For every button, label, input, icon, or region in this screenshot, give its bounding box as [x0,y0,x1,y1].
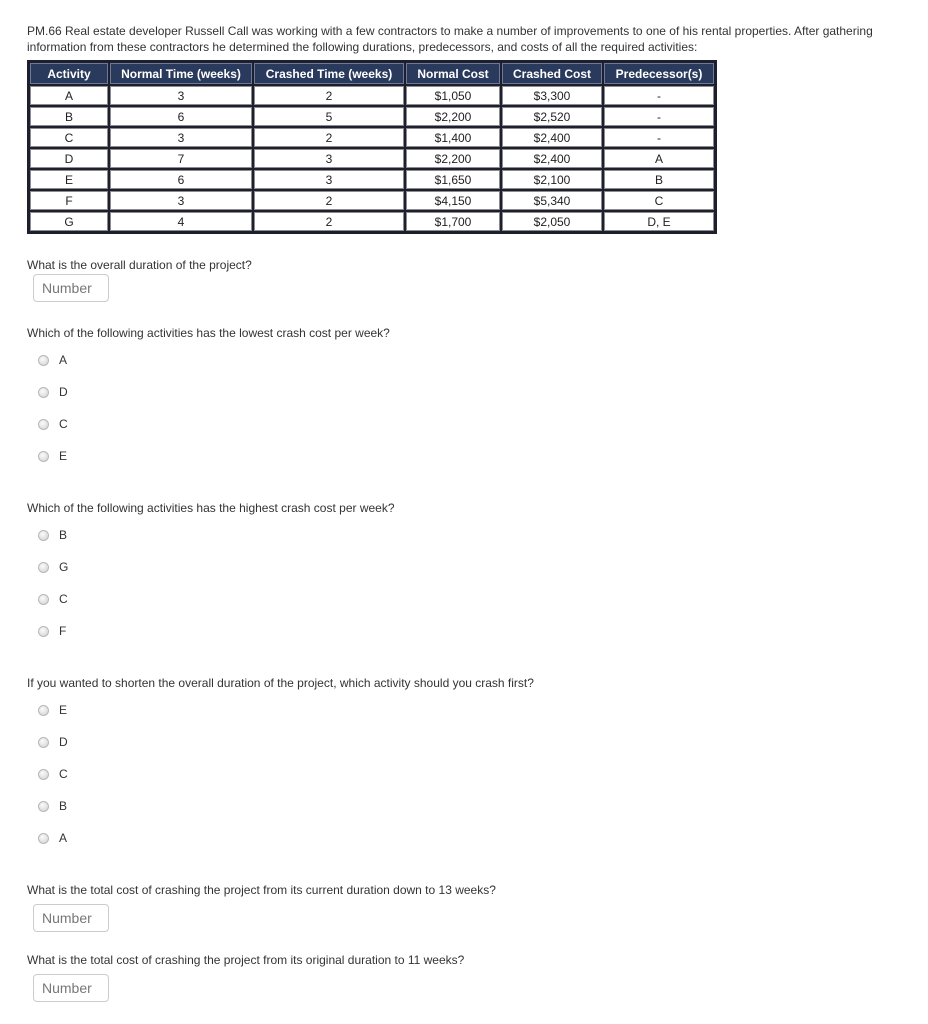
question-2-option[interactable] [38,417,68,431]
question-4-option[interactable] [38,735,68,749]
option-label: F [59,624,67,638]
table-row [30,149,714,168]
cell-predecessors: D, E [604,212,714,231]
cell-activity: G [30,212,108,231]
header-activity: Activity [30,63,108,84]
cell-normal-cost: $2,200 [406,107,500,126]
cell-crashed-time: 2 [254,191,404,210]
radio-button[interactable] [38,594,49,605]
option-label: A [59,353,68,367]
question-6-text: What is the total cost of crashing the project from its original duration to 11 weeks? [27,953,465,967]
cell-normal-cost: $1,050 [406,86,500,105]
cell-normal-time: 4 [110,212,252,231]
radio-button[interactable] [38,769,49,780]
table-row [30,86,714,105]
radio-button[interactable] [38,355,49,366]
table-row [30,212,714,231]
cell-crashed-cost: $2,050 [502,212,602,231]
cell-normal-cost: $1,650 [406,170,500,189]
cell-normal-time: 6 [110,107,252,126]
question-4-option[interactable] [38,799,67,813]
question-3-option[interactable] [38,592,68,606]
question-1-number-input[interactable] [33,274,109,302]
option-label: D [59,385,68,399]
question-3-option[interactable] [38,624,66,638]
cell-activity: A [30,86,108,105]
radio-button[interactable] [38,737,49,748]
question-4-option[interactable] [38,767,68,781]
cell-normal-cost: $2,200 [406,149,500,168]
cell-crashed-cost: $2,520 [502,107,602,126]
header-crashed-cost: Crashed Cost [502,63,602,84]
cell-predecessors: - [604,128,714,147]
cell-crashed-time: 3 [254,149,404,168]
option-label: D [59,735,68,749]
option-label: E [59,703,68,717]
cell-activity: E [30,170,108,189]
option-label: C [59,767,68,781]
question-4-option[interactable] [38,703,67,717]
option-label: C [59,417,68,431]
header-crashed-time: Crashed Time (weeks) [254,63,404,84]
option-label: A [59,831,68,845]
header-normal-cost: Normal Cost [406,63,500,84]
cell-normal-time: 6 [110,170,252,189]
cell-crashed-cost: $3,300 [502,86,602,105]
cell-crashed-cost: $2,400 [502,128,602,147]
question-5-number-input[interactable] [33,904,109,932]
question-3-option[interactable] [38,560,68,574]
question-4-option[interactable] [38,831,67,845]
cell-normal-time: 3 [110,191,252,210]
option-label: C [59,592,68,606]
question-2-text: Which of the following activities has the lowest crash cost per week? [27,326,390,340]
table-row [30,170,714,189]
table-row [30,128,714,147]
cell-crashed-time: 2 [254,128,404,147]
cell-crashed-cost: $2,400 [502,149,602,168]
question-3-text: Which of the following activities has the highest crash cost per week? [27,501,395,515]
activity-table [27,60,717,234]
cell-normal-time: 7 [110,149,252,168]
cell-predecessors: - [604,86,714,105]
cell-predecessors: C [604,191,714,210]
question-2-option[interactable] [38,449,67,463]
question-4-text: If you wanted to shorten the overall duration of the project, which activity should you crash first? [27,676,534,690]
option-label: G [59,560,69,574]
problem-intro: PM.66 Real estate developer Russell Call was working with a few contractors to make a number of improvements to one of his rental properties. After gathering information from these contractors he determined the following durations, predecessors, and costs of all the required activities: [27,24,873,54]
radio-button[interactable] [38,833,49,844]
cell-normal-cost: $1,700 [406,212,500,231]
question-5-text: What is the total cost of crashing the project from its current duration down to 13 weeks? [27,883,496,897]
cell-activity: C [30,128,108,147]
cell-predecessors: B [604,170,714,189]
radio-button[interactable] [38,419,49,430]
option-label: E [59,449,68,463]
question-3-option[interactable] [38,528,67,542]
header-normal-time: Normal Time (weeks) [110,63,252,84]
cell-crashed-time: 5 [254,107,404,126]
question-2-option[interactable] [38,385,68,399]
cell-normal-cost: $1,400 [406,128,500,147]
option-label: B [59,799,68,813]
cell-crashed-time: 2 [254,86,404,105]
radio-button[interactable] [38,451,49,462]
cell-normal-time: 3 [110,86,252,105]
cell-crashed-cost: $2,100 [502,170,602,189]
cell-activity: D [30,149,108,168]
question-1-text: What is the overall duration of the project? [27,258,252,272]
cell-predecessors: - [604,107,714,126]
radio-button[interactable] [38,705,49,716]
cell-crashed-time: 2 [254,212,404,231]
radio-button[interactable] [38,530,49,541]
cell-activity: B [30,107,108,126]
radio-button[interactable] [38,626,49,637]
table-header-row [30,63,714,84]
cell-crashed-cost: $5,340 [502,191,602,210]
option-label: B [59,528,68,542]
radio-button[interactable] [38,801,49,812]
cell-normal-time: 3 [110,128,252,147]
radio-button[interactable] [38,387,49,398]
header-predecessors: Predecessor(s) [604,63,714,84]
cell-activity: F [30,191,108,210]
table-row [30,191,714,210]
question-6-number-input[interactable] [33,974,109,1002]
cell-predecessors: A [604,149,714,168]
cell-crashed-time: 3 [254,170,404,189]
table-row [30,107,714,126]
question-2-option[interactable] [38,353,67,367]
radio-button[interactable] [38,562,49,573]
cell-normal-cost: $4,150 [406,191,500,210]
